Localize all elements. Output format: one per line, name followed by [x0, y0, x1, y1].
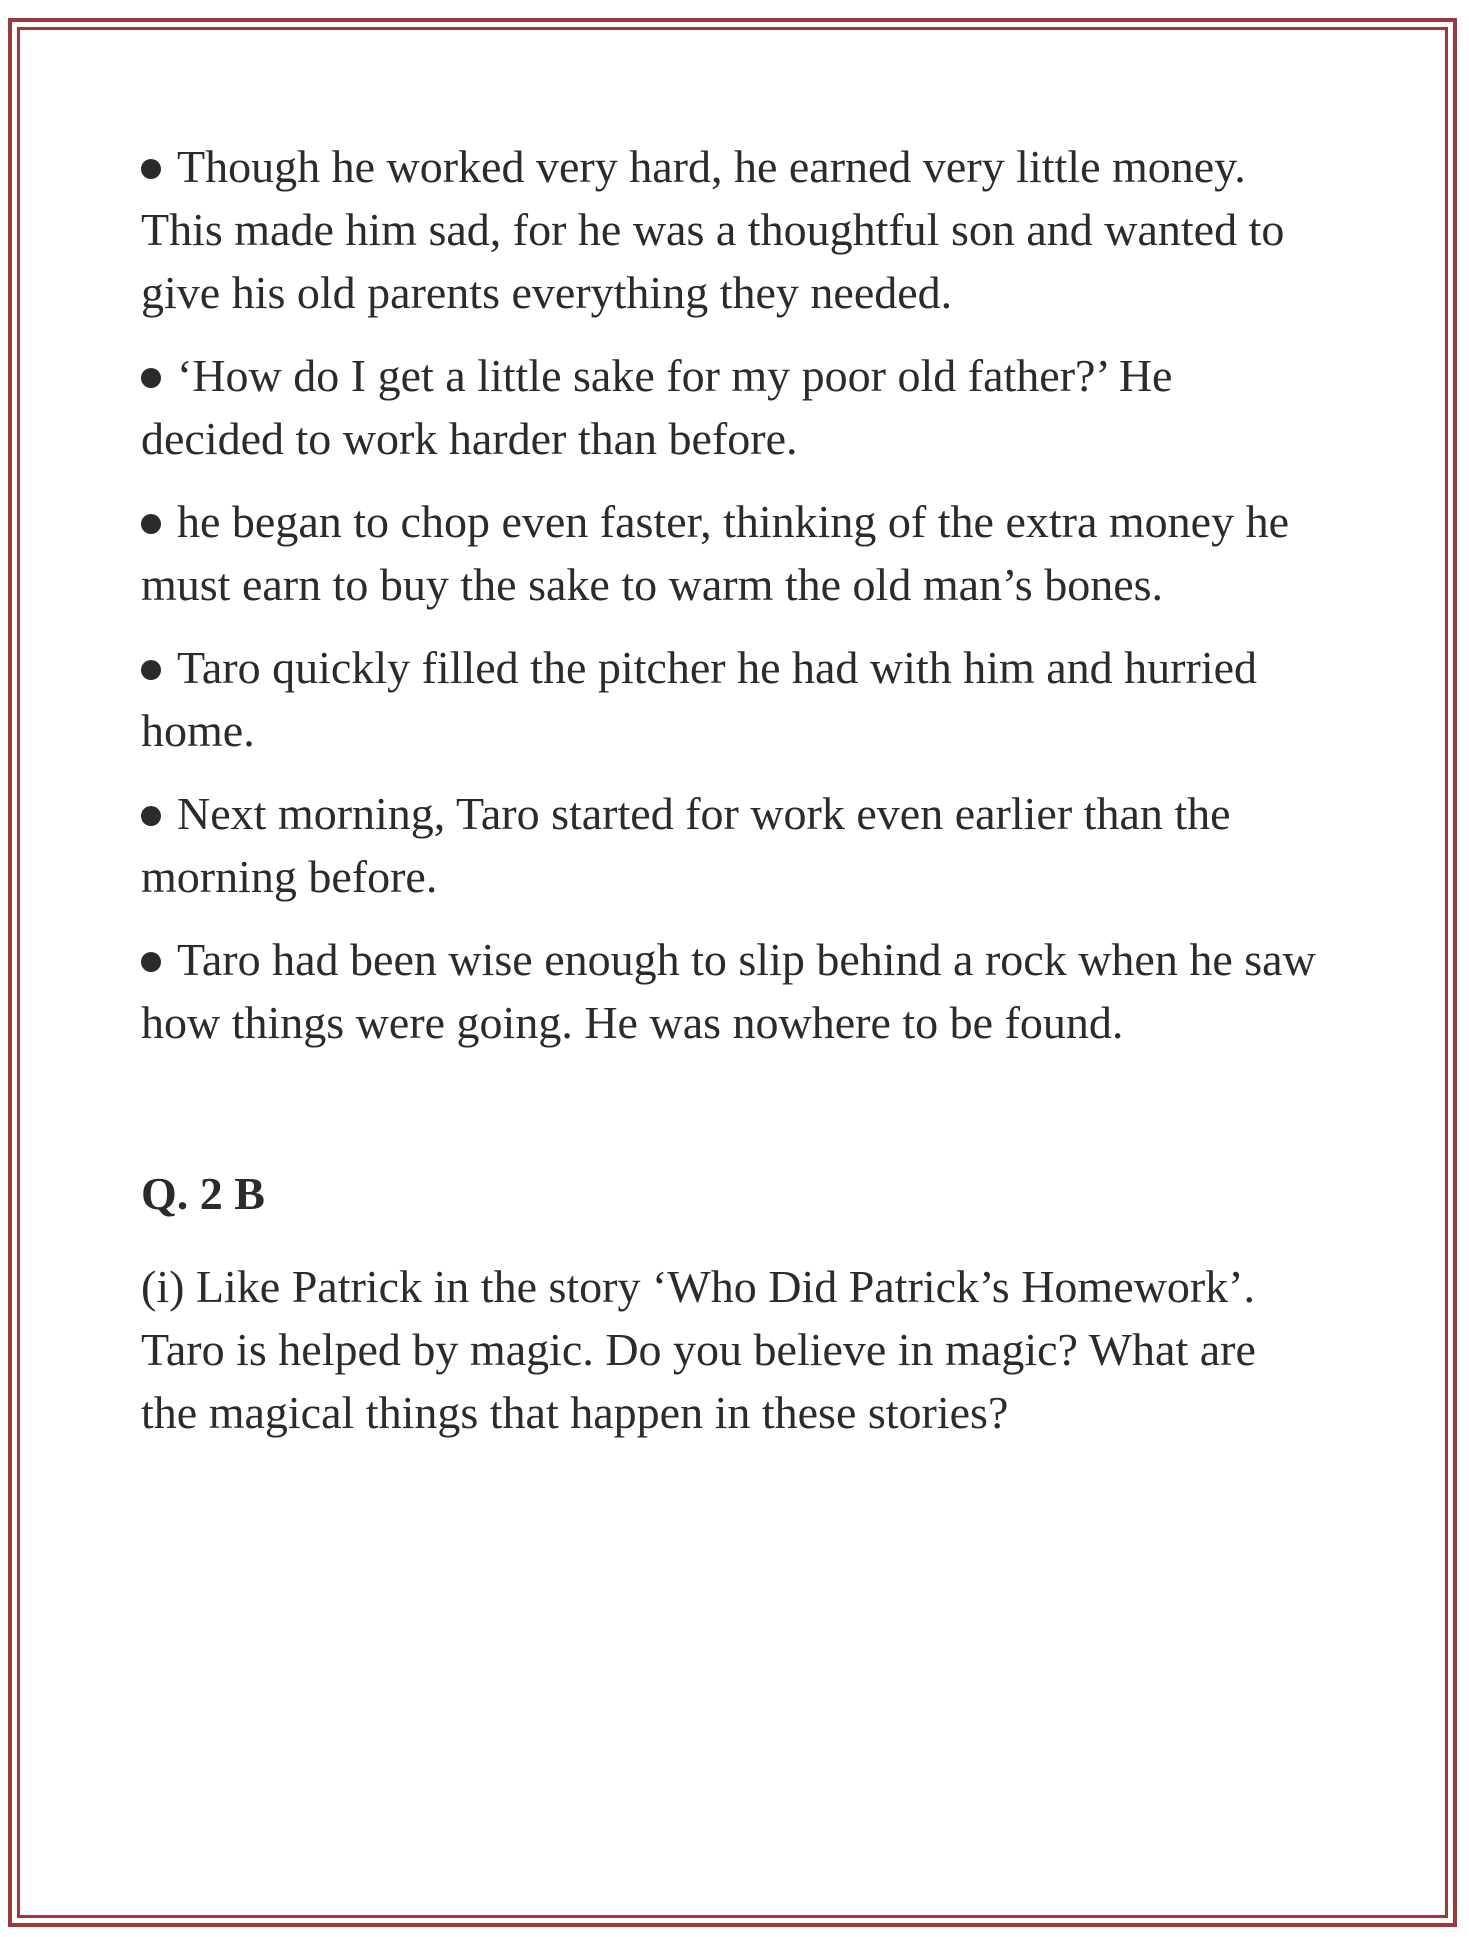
bullet-dot-icon	[141, 514, 161, 534]
bullet-dot-icon	[141, 159, 161, 179]
bullet-item	[141, 782, 1321, 908]
bullet-text: he began to chop even faster, thinking of the extra money he must earn to buy the sake to warm the old man’s bones.	[141, 496, 1289, 610]
bullet-item	[141, 344, 1321, 470]
question-text: (i) Like Patrick in the story ‘Who Did Patrick’s Homework’. Taro is helped by magic. Do you believe in magic? What are the magical things that happen in these stories?	[141, 1261, 1256, 1438]
bullet-text: Next morning, Taro started for work even earlier than the morning before.	[141, 788, 1231, 902]
bullet-text: Though he worked very hard, he earned very little money. This made him sad, for he was a thoughtful son and wanted to give his old parents everything they needed.	[141, 141, 1285, 318]
bullet-list	[141, 135, 1321, 1054]
bullet-item	[141, 636, 1321, 762]
bullet-text: ‘How do I get a little sake for my poor old father?’ He decided to work harder than before.	[141, 350, 1173, 464]
bullet-text: Taro quickly filled the pitcher he had with him and hurried home.	[141, 642, 1258, 756]
page-content	[141, 135, 1321, 1444]
bullet-item	[141, 135, 1321, 324]
question-heading: Q. 2 B	[141, 1168, 265, 1219]
bullet-dot-icon	[141, 806, 161, 826]
bullet-dot-icon	[141, 952, 161, 972]
bullet-item	[141, 490, 1321, 616]
bullet-text: Taro had been wise enough to slip behind a rock when he saw how things were going. He was nowhere to be found.	[141, 934, 1316, 1048]
bullet-dot-icon	[141, 660, 161, 680]
bullet-item	[141, 928, 1321, 1054]
bullet-dot-icon	[141, 368, 161, 388]
